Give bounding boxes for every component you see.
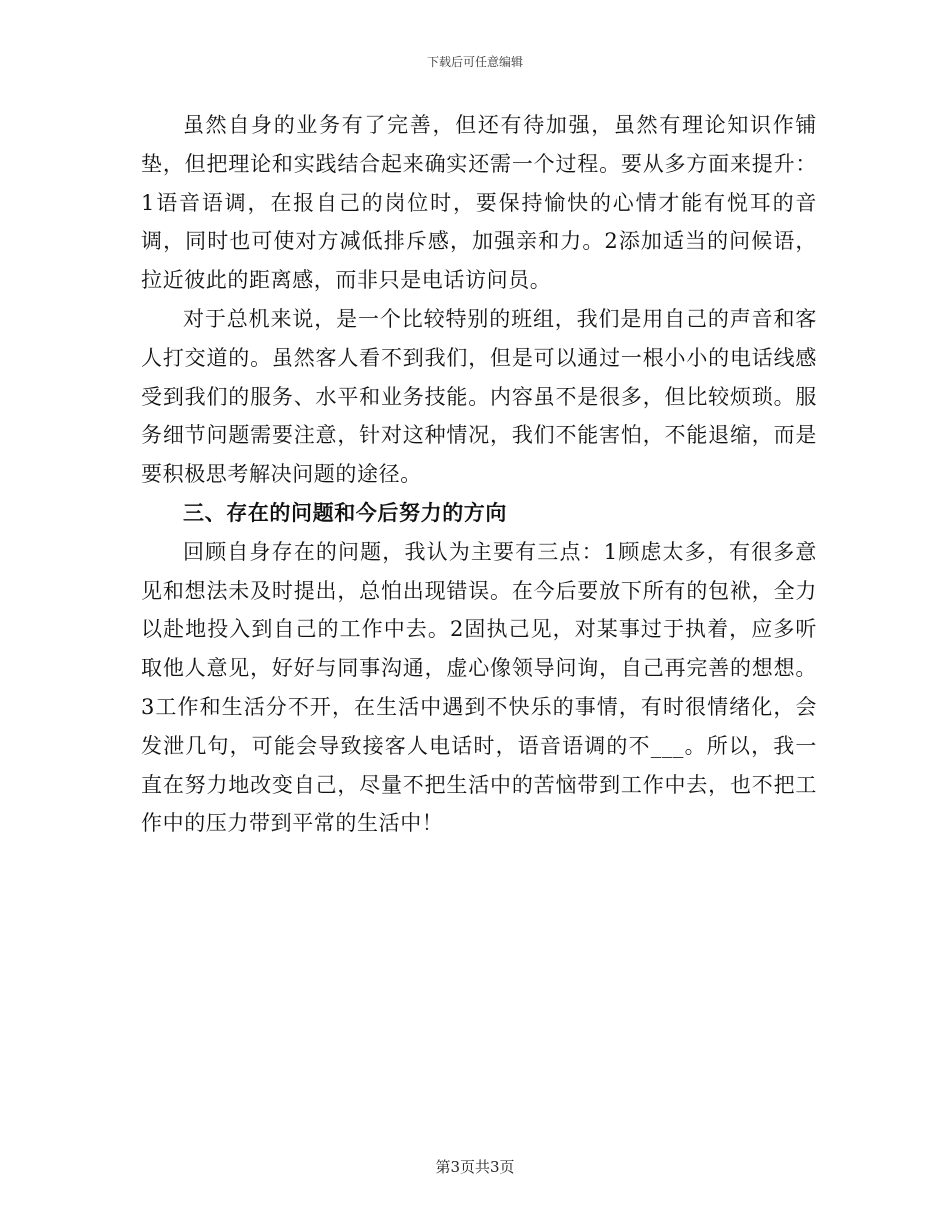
paragraph-switchboard: 对于总机来说，是一个比较特别的班组，我们是用自己的声音和客人打交道的。虽然客人看不到我们，但是可以通过一根小小的电话线感受到我们的服务、水平和业务技能。内容虽不是很多，但比较烦琐。服务细节问题需要注意，针对这种情况，我们不能害怕，不能退缩，而是要积极思考解决问题的途径。 <box>141 306 817 487</box>
paragraph-problems: 回顾自身存在的问题，我认为主要有三点：1顾虑太多，有很多意见和想法未及时提出，总怕出现错误。在今后要放下所有的包袱，全力以赴地投入到自己的工作中去。2固执己见，对某事过于执着，应多听取他人意见，好好与同事沟通，虚心像领导问询，自己再完善的想想。3工作和生活分不开，在生活中遇到不快乐的事情，有时很情绪化，会发泄几句，可能会导致接客人电话时，语音语调的不___。所以，我一直在努力地改变自己，尽量不把生活中的苦恼带到工作中去，也不把工作中的压力带到平常的生活中！ <box>141 539 817 836</box>
paragraph-improvement: 虽然自身的业务有了完善，但还有待加强，虽然有理论知识作铺垫，但把理论和实践结合起来确实还需一个过程。要从多方面来提升：1语音语调，在报自己的岗位时，要保持愉快的心情才能有悦耳的音调，同时也可使对方减低排斥感，加强亲和力。2添加适当的问候语，拉近彼此的距离感，而非只是电话访问员。 <box>141 113 817 293</box>
section-heading: 三、存在的问题和今后努力的方向 <box>183 500 507 525</box>
document-body <box>141 106 817 843</box>
header-note: 下载后可任意编辑 <box>426 55 523 69</box>
page-number: 第3页共3页 <box>435 1158 515 1176</box>
